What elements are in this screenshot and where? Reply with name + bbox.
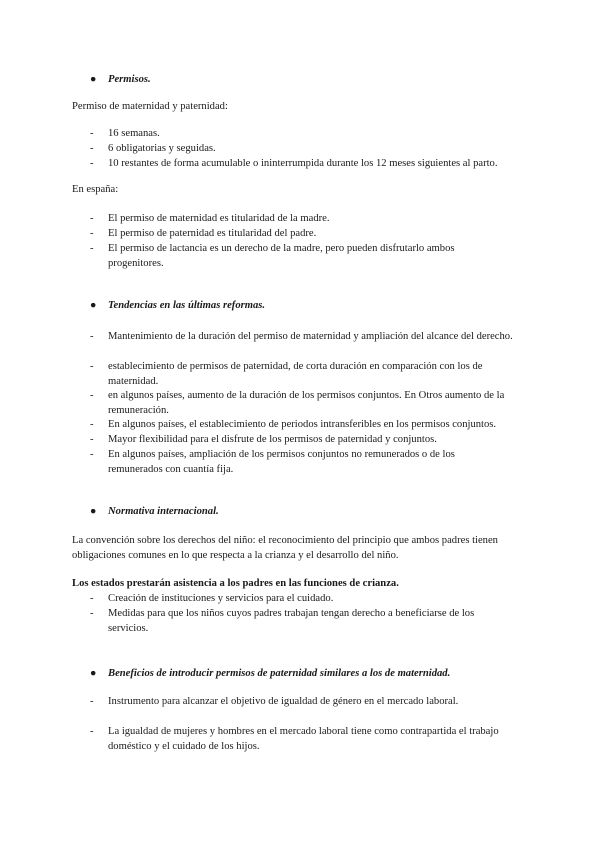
- normativa-subheading: Los estados prestarán asistencia a los padres en las funciones de crianza.: [72, 578, 399, 589]
- bullet-icon: ●: [90, 74, 97, 85]
- heading-text: Tendencias en las últimas reformas.: [108, 300, 266, 311]
- permisos-intro: Permiso de maternidad y paternidad:: [72, 101, 228, 112]
- heading-text: Normativa internacional.: [108, 506, 219, 517]
- bullet-icon: ●: [90, 668, 97, 679]
- bullet-icon: ●: [90, 300, 97, 311]
- normativa-paragraph: La convención sobre los derechos del niño: el reconocimiento del principio que ambos padres tienen obligaciones comunes en lo que respecta a la crianza y el desarrollo del niño.: [72, 535, 498, 561]
- heading-text: Permisos.: [108, 74, 151, 85]
- spain-label: En españa:: [72, 184, 119, 195]
- bullet-icon: ●: [90, 506, 97, 517]
- document-page: ● Permisos. Permiso de maternidad y paternidad: - 16 semanas. - 6 obligatorias y seguidas. - 10 restantes de forma acumulable o ininterrumpida durante los 12 meses siguientes al parto. En españa: - El permiso de maternidad es titularidad de la madre. - El permiso de paternidad es titularidad del padre. - El permiso de lactancia es un derecho de la madre, pero pueden disfrutarlo ambos progenitores. ● Tendencias en las últimas reformas. - Mantenimiento de la duración del permiso de maternidad y ampliación del alcance del derecho. - establecimiento de permisos de paternidad, de corta duración en comparación con los de maternidad. - en algunos países, aumento de la duración de los permisos conjuntos. En Otros aumento de la remuneración. - En algunos países, el establecimiento de periodos intransferibles en los permisos conjuntos. - Mayor flexibilidad para el disfrute de los permisos de paternidad y conjuntos. - En algunos países, ampliación de los permisos conjuntos no remunerados o de los remunerados con cuantía fija. ● Normativa internacional. La convención sobre los derechos del niño: el reconocimiento del principio que ambos padres tienen obligaciones comunes en lo que respecta a la crianza y el desarrollo del niño. Los estados prestarán asistencia a los padres en las funciones de crianza. - Creación de instituciones y servicios para el cuidado. - Medidas para que los niños cuyos padres trabajan tengan derecho a beneficiarse de los servicios. ● Beneficios de introducir permisos de paternidad similares a los de maternidad. - Instrumento para alcanzar el objetivo de igualdad de género en el mercado laboral. - La igualdad de mujeres y hombres en el mercado laboral tiene como contrapartida el trabajo doméstico y el cuidado de los hijos.: [0, 0, 600, 848]
- heading-text: Beneficios de introducir permisos de paternidad similares a los de maternidad.: [108, 668, 451, 679]
